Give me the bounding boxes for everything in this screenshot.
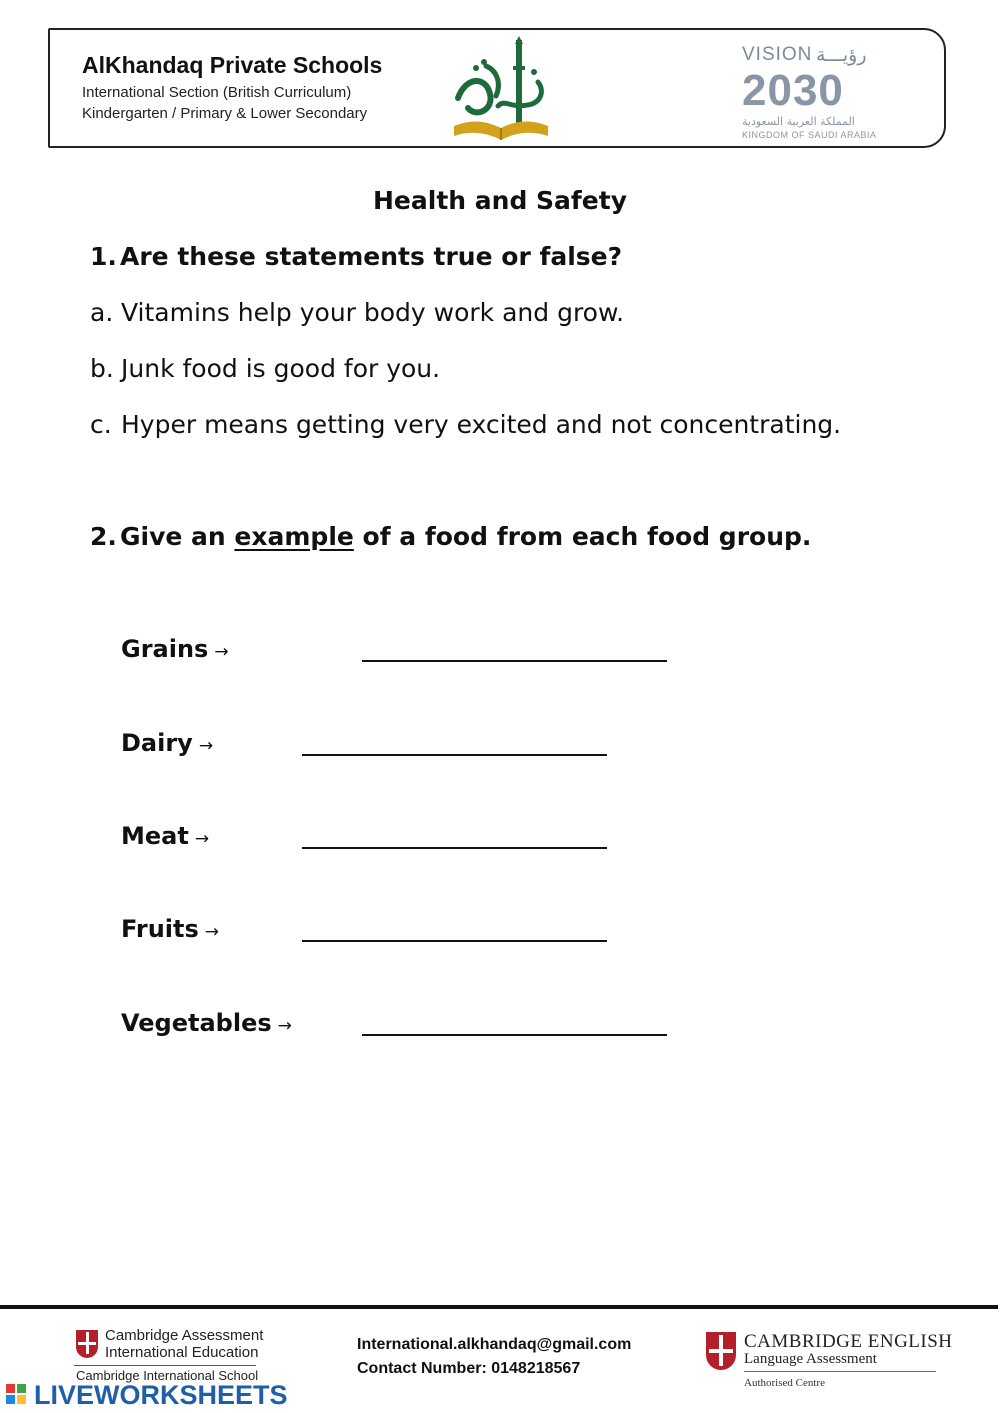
cambridge-shield-icon xyxy=(76,1330,98,1358)
statement-text: Hyper means getting very excited and not concentrating. xyxy=(121,410,842,439)
logo-square-icon xyxy=(17,1384,26,1393)
food-group-label: Dairy xyxy=(121,729,193,757)
cambridge-shield-icon xyxy=(706,1332,736,1370)
cambridge-right-divider xyxy=(744,1371,936,1372)
cambridge-left-divider xyxy=(74,1365,256,1366)
vision-2030-logo xyxy=(742,44,882,140)
question-1 xyxy=(90,242,622,271)
contact-email: International.alkhandaq@gmail.com xyxy=(357,1336,632,1353)
answer-blank-fruits[interactable] xyxy=(302,940,607,942)
question-2 xyxy=(90,522,811,551)
logo-square-icon xyxy=(6,1395,15,1404)
arrow-icon: → xyxy=(198,736,214,756)
statement-letter: b. xyxy=(90,354,114,383)
statement-b xyxy=(90,354,440,383)
statement-c xyxy=(90,410,841,439)
food-group-label: Grains xyxy=(121,635,209,663)
food-group-label: Vegetables xyxy=(121,1009,272,1037)
alkhandaq-logo xyxy=(446,36,556,144)
cambridge-left-line2: International Education xyxy=(105,1344,259,1361)
logo-square-icon xyxy=(6,1384,15,1393)
question-number: 2. xyxy=(90,522,117,551)
cambridge-left-line1: Cambridge Assessment xyxy=(105,1327,264,1344)
question-text-before: Give an xyxy=(120,522,235,551)
cambridge-right-line2: Language Assessment xyxy=(744,1351,877,1367)
school-header xyxy=(48,28,946,148)
school-name: AlKhandaq Private Schools xyxy=(82,52,383,78)
statement-a xyxy=(90,298,624,327)
liveworksheets-wordmark: LIVEWORKSHEETS xyxy=(34,1380,288,1410)
food-group-grains xyxy=(121,635,229,663)
footer-divider xyxy=(0,1305,998,1309)
food-group-vegetables xyxy=(121,1009,292,1037)
food-group-label: Meat xyxy=(121,822,189,850)
vision-country-english: KINGDOM OF SAUDI ARABIA xyxy=(742,130,877,140)
arrow-icon: → xyxy=(194,829,210,849)
logo-square-icon xyxy=(17,1395,26,1404)
answer-blank-grains[interactable] xyxy=(362,660,667,662)
answer-blank-meat[interactable] xyxy=(302,847,607,849)
question-text: Are these statements true or false? xyxy=(120,242,623,271)
arrow-icon: → xyxy=(204,922,220,942)
food-group-label: Fruits xyxy=(121,915,199,943)
cambridge-international-logo xyxy=(74,1328,274,1383)
vision-label: VISION xyxy=(742,44,813,65)
answer-blank-dairy[interactable] xyxy=(302,754,607,756)
question-number: 1. xyxy=(90,242,117,271)
vision-year: 2030 xyxy=(742,66,844,115)
arrow-icon: → xyxy=(277,1016,292,1036)
vision-country-arabic: المملكة العربية السعودية xyxy=(742,115,855,128)
statement-text: Junk food is good for you. xyxy=(121,354,441,383)
question-text-after: of a food from each food group. xyxy=(353,522,812,551)
food-group-fruits xyxy=(121,915,219,943)
school-levels: Kindergarten / Primary & Lower Secondary xyxy=(82,105,368,122)
question-text-underlined: example xyxy=(234,522,354,551)
food-group-dairy xyxy=(121,729,213,757)
statement-letter: a. xyxy=(90,298,114,327)
answer-blank-vegetables[interactable] xyxy=(362,1034,667,1036)
statement-letter: c. xyxy=(90,410,112,439)
statement-text: Vitamins help your body work and grow. xyxy=(121,298,625,327)
arrow-icon: → xyxy=(214,642,229,662)
contact-number: Contact Number: 0148218567 xyxy=(357,1360,581,1377)
cambridge-right-line1: CAMBRIDGE ENGLISH xyxy=(744,1331,953,1352)
cambridge-right-line3: Authorised Centre xyxy=(744,1377,825,1389)
cambridge-left-line3: Cambridge International School xyxy=(76,1368,259,1383)
worksheet-title: Health and Safety xyxy=(373,186,627,215)
vision-arabic: رؤيـــة xyxy=(816,44,867,66)
school-section: International Section (British Curriculum) xyxy=(82,84,352,101)
cambridge-english-logo xyxy=(706,1331,953,1392)
food-group-meat xyxy=(121,822,209,850)
